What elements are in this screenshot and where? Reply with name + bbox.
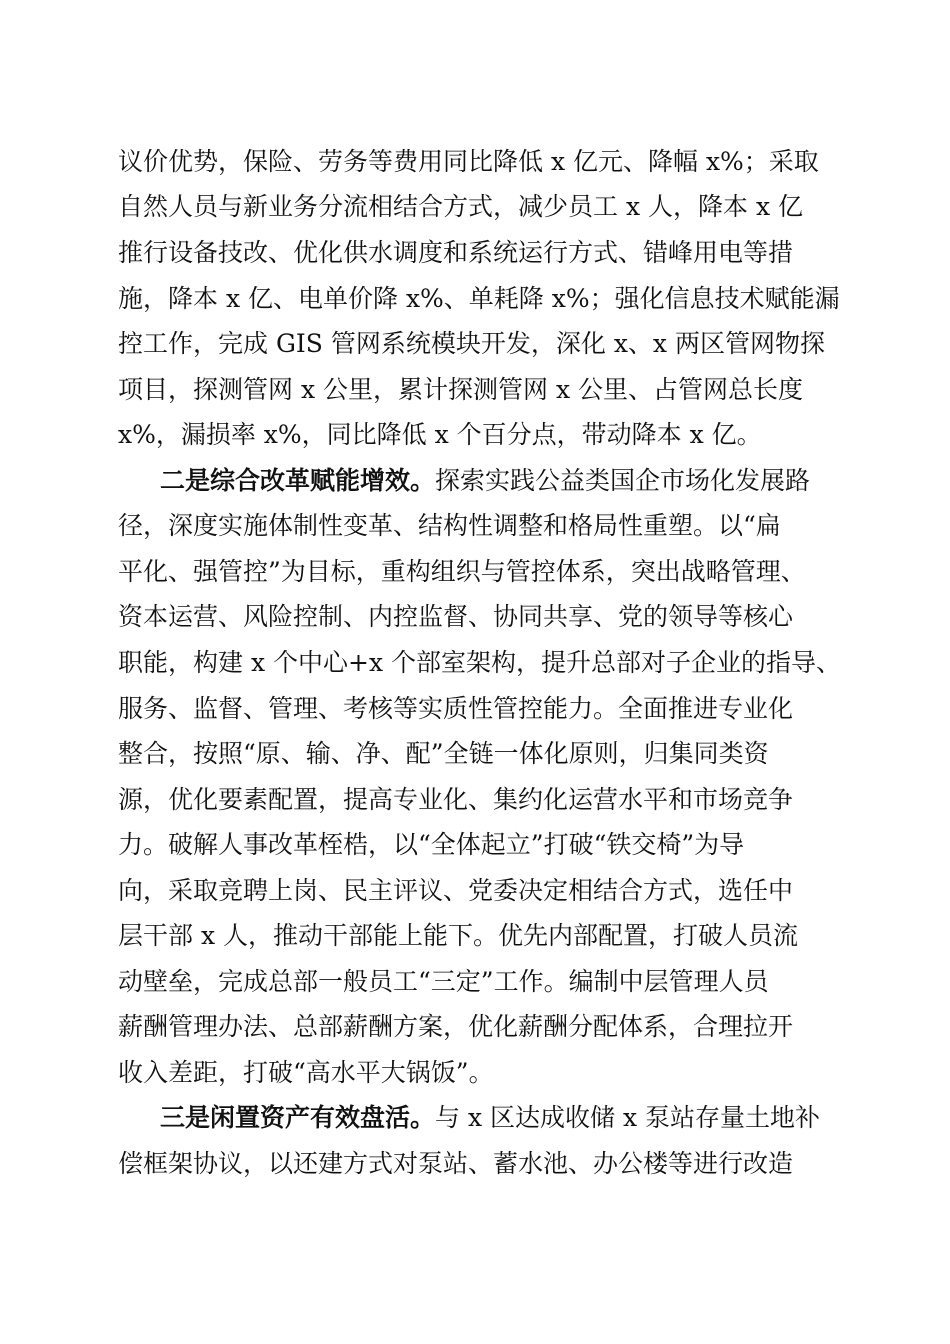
paragraph-3-first-line [160,1102,950,1134]
paragraph-2-second-text: 深度实施体制性变革、结构性调整和格局性重塑。以“扁 [168,511,781,540]
text-line: 动壁垒，完成总部一般员工“三定”工作。编制中层管理人员 [118,967,769,996]
text-line: 资本运营、风险控制、内控监督、协同共享、党的领导等核心 [118,602,794,631]
text-line: 控工作，完成 GIS 管网系统模块开发，深化 x、x 两区管网物探 [118,329,825,358]
paragraph-2-first-text: 探索实践公益类国企市场化发展路 [435,466,811,495]
text-line: 薪酬管理办法、总部薪酬方案，优化薪酬分配体系，合理拉开 [118,1012,794,1041]
text-line: 向，采取竞聘上岗、民主评议、党委决定相结合方式，选任中 [118,876,794,905]
text-line: 偿框架协议，以还建方式对泵站、蓄水池、办公楼等进行改造 [118,1149,794,1178]
paragraph-2-second-lead: 径， [118,511,169,540]
text-line [118,510,950,542]
text-line: 推行设备技改、优化供水调度和系统运行方式、错峰用电等措 [118,238,794,267]
paragraph-3-lead: 三是闲置资产有效盘活。 [160,1103,436,1132]
paragraph-2-lead: 二是综合改革赋能增效。 [160,466,436,495]
text-line: 施，降本 x 亿、电单价降 x%、单耗降 x%；强化信息技术赋能漏 [118,284,840,313]
text-line: 收入差距，打破“高水平大锅饭”。 [118,1058,494,1087]
text-line: 整合，按照“原、输、净、配”全链一体化原则，归集同类资 [118,739,769,768]
text-line: 平化、强管控”为目标，重构组织与管控体系，突出战略管理、 [118,557,806,586]
text-line: 议价优势，保险、劳务等费用同比降低 x 亿元、降幅 x%；采取 [118,147,819,176]
paragraph-2-first-line [160,465,950,497]
text-line: 力。破解人事改革桎梏，以“全体起立”打破“铁交椅”为导 [118,830,745,859]
text-line: x%，漏损率 x%，同比降低 x 个百分点，带动降本 x 亿。 [118,420,762,449]
text-line: 层干部 x 人，推动干部能上能下。优先内部配置，打破人员流 [118,921,798,950]
text-line: 职能，构建 x 个中心+x 个部室架构，提升总部对子企业的指导、 [118,648,841,677]
text-line: 自然人员与新业务分流相结合方式，减少员工 x 人，降本 x 亿 [118,192,803,221]
text-line: 项目，探测管网 x 公里，累计探测管网 x 公里、占管网总长度 [118,375,803,404]
text-line: 服务、监督、管理、考核等实质性管控能力。全面推进专业化 [118,694,794,723]
text-line: 源，优化要素配置，提高专业化、集约化运营水平和市场竞争 [118,785,794,814]
paragraph-3-first-text: 与 x 区达成收储 x 泵站存量土地补 [435,1103,821,1132]
